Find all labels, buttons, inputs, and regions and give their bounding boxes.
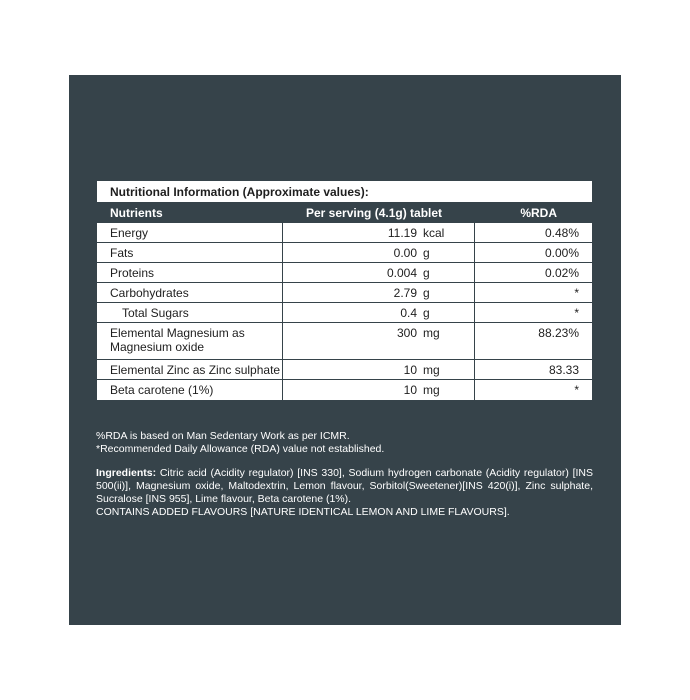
- rda-notes: [96, 430, 596, 456]
- label-panel: [69, 75, 621, 625]
- row-amount: 0.4: [400, 306, 417, 320]
- row-rda: 0.00%: [474, 243, 592, 262]
- row-nutrient: Beta carotene (1%): [110, 383, 214, 397]
- header-per-serving: Per serving (4.1g) tablet: [306, 206, 443, 220]
- row-unit: g: [423, 306, 430, 320]
- rda-note-asterisk: *Recommended Daily Allowance (RDA) value not established.: [96, 443, 385, 455]
- row-rda: *: [474, 303, 592, 322]
- row-amount: 11.19: [387, 226, 417, 240]
- row-amount: 10: [403, 383, 417, 397]
- rda-note-basis: %RDA is based on Man Sedentary Work as per ICMR.: [96, 430, 350, 442]
- row-nutrient: Carbohydrates: [110, 286, 189, 300]
- table-row: [97, 360, 592, 380]
- table-row: [97, 303, 592, 323]
- row-unit: g: [423, 286, 430, 300]
- ingredients-label: Ingredients:: [96, 467, 157, 479]
- row-rda: *: [474, 283, 592, 302]
- row-serving: [282, 243, 474, 262]
- table-row: [97, 243, 592, 263]
- row-unit: kcal: [423, 226, 445, 240]
- row-amount: 0.004: [386, 266, 417, 280]
- ingredients-paragraph: [96, 467, 593, 506]
- row-amount: 10: [403, 363, 417, 377]
- row-nutrient: Proteins: [110, 266, 155, 280]
- row-rda: 88.23%: [474, 323, 592, 359]
- nutrition-table: [96, 180, 593, 401]
- table-row: [97, 263, 592, 283]
- ingredients-block: [96, 467, 593, 519]
- row-amount: 300: [396, 326, 417, 340]
- row-serving: [282, 283, 474, 302]
- header-nutrients: Nutrients: [110, 206, 163, 220]
- row-serving: [282, 223, 474, 242]
- table-title: [97, 181, 592, 203]
- row-unit: g: [423, 246, 430, 260]
- row-rda: 83.33: [474, 360, 592, 379]
- row-nutrient: Energy: [110, 226, 149, 240]
- row-nutrient: Fats: [110, 246, 134, 260]
- row-rda: 0.02%: [474, 263, 592, 282]
- row-amount: 0.00: [393, 246, 417, 260]
- header-rda: %RDA: [520, 206, 557, 220]
- table-title-text: Nutritional Information (Approximate values):: [110, 184, 369, 199]
- row-serving: [282, 360, 474, 379]
- table-row: [97, 223, 592, 243]
- row-unit: mg: [423, 363, 440, 377]
- row-serving: [282, 303, 474, 322]
- row-unit: mg: [423, 383, 440, 397]
- ingredients-text: Citric acid (Acidity regulator) [INS 330], Sodium hydrogen carbonate (Acidity regulator) [INS 500(ii)], Magnesium oxide, Maltodextrin, Lemon flavour, Sorbitol(Sweetener)[INS 420(i)], Zinc sulphate, Sucralose [INS 955], Lime flavour, Beta carotene (1%).: [96, 467, 593, 505]
- row-rda: *: [474, 380, 592, 400]
- row-unit: g: [423, 266, 430, 280]
- row-nutrient: Elemental Magnesium as Magnesium oxide: [110, 326, 245, 354]
- table-row: [97, 283, 592, 303]
- added-flavours-note: CONTAINS ADDED FLAVOURS [NATURE IDENTICAL LEMON AND LIME FLAVOURS].: [96, 506, 510, 518]
- table-header: [97, 203, 592, 223]
- row-nutrient: Total Sugars: [122, 306, 189, 320]
- row-serving: [282, 323, 474, 359]
- table-row: [97, 323, 592, 360]
- row-rda: 0.48%: [474, 223, 592, 242]
- table-row: [97, 380, 592, 400]
- row-nutrient: Elemental Zinc as Zinc sulphate: [110, 363, 281, 377]
- row-serving: [282, 263, 474, 282]
- row-amount: 2.79: [393, 286, 417, 300]
- row-unit: mg: [423, 326, 440, 340]
- row-serving: [282, 380, 474, 400]
